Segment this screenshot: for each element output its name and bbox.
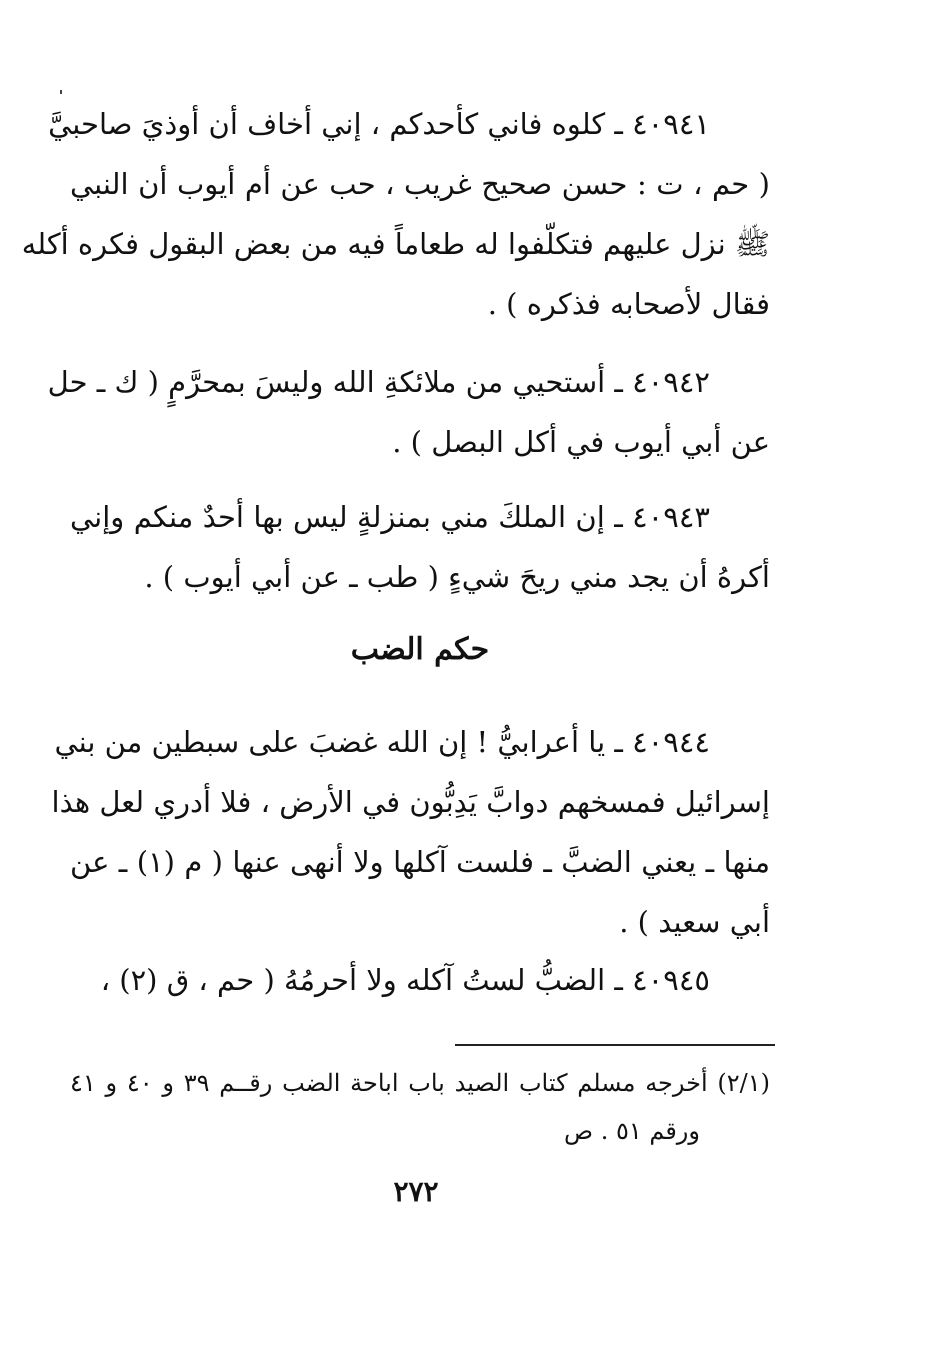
hadith-40944-line-3: منها ـ يعني الضبَّ ـ فلست آكلها ولا أنهى عنها ( م (١) ـ عن xyxy=(70,845,770,879)
footnote-divider xyxy=(455,1044,775,1046)
hadith-40945-line-1: ٤٠٩٤٥ ـ الضبُّ لستُ آكله ولا أحرمُهُ ( حم ، ق (٢) ، xyxy=(100,963,710,997)
hadith-40944-line-4: أبي سعيد ) . xyxy=(619,905,770,939)
scan-speck xyxy=(60,90,62,94)
footnote-line-1: (٢/١) أخرجه مسلم كتاب الصيد باب اباحة الضب رقــم ٣٩ و ٤٠ و ٤١ xyxy=(70,1069,770,1097)
page-number: ٢٧٢ xyxy=(393,1175,439,1208)
footnote-line-2: ورقم ٥١ . ص xyxy=(564,1117,700,1145)
hadith-40943-line-1: ٤٠٩٤٣ ـ إن الملكَ مني بمنزلةٍ ليس بها أحدٌ منكم وإني xyxy=(70,500,710,534)
hadith-40944-line-2: إسرائيل فمسخهم دوابَّ يَدِبُّون في الأرض ، فلا أدري لعل هذا xyxy=(51,785,770,819)
hadith-40942-line-1: ٤٠٩٤٢ ـ أستحيي من ملائكةِ الله وليسَ بمحرَّمٍ ( ك ـ حل xyxy=(47,365,710,399)
hadith-40941-line-1: ٤٠٩٤١ ـ كلوه فاني كأحدكم ، إني أخاف أن أوذيَ صاحبيَّ xyxy=(48,107,710,141)
hadith-40941-line-3: ﷺ نزل عليهم فتكلّفوا له طعاماً فيه من بعض البقول فكره أكله xyxy=(21,227,770,261)
hadith-40942-line-2: عن أبي أيوب في أكل البصل ) . xyxy=(392,425,770,459)
hadith-40941-line-4: فقال لأصحابه فذكره ) . xyxy=(487,287,770,321)
hadith-40941-line-2: ( حم ، ت : حسن صحيح غريب ، حب عن أم أيوب أن النبي xyxy=(70,167,770,201)
hadith-40944-line-1: ٤٠٩٤٤ ـ يا أعرابيُّ ! إن الله غضبَ على سبطين من بني xyxy=(54,725,710,759)
section-heading: حكم الضب xyxy=(350,632,490,667)
hadith-40943-line-2: أكرهُ أن يجد مني ريحَ شيءٍ ( طب ـ عن أبي أيوب ) . xyxy=(144,560,770,594)
